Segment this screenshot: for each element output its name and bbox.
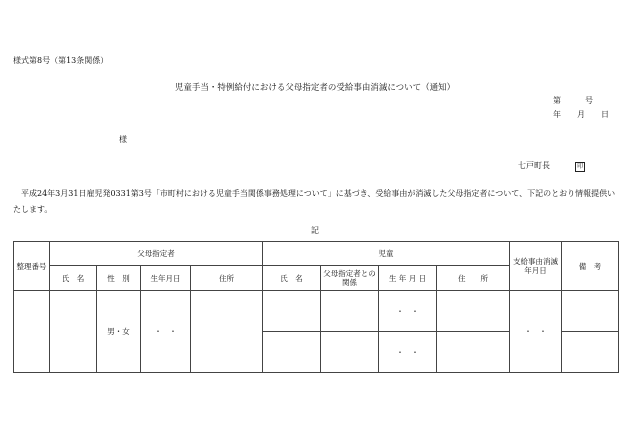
cell-biko-2 — [562, 332, 619, 373]
cell-parent-address — [191, 291, 263, 373]
sender-block — [518, 162, 585, 172]
cell-child-name-2 — [263, 332, 321, 373]
sub-parent-name: 氏 名 — [50, 266, 97, 291]
sub-child-name: 氏 名 — [263, 266, 321, 291]
document-number-label: 第 号 — [553, 96, 593, 105]
group-child-header: 児童 — [263, 242, 510, 266]
cell-child-address-2 — [437, 332, 510, 373]
sub-relation: 父母指定者との関係 — [321, 266, 379, 291]
cell-seiri-value — [14, 291, 50, 373]
ki-heading: 記 — [311, 226, 319, 235]
col-shokyaku-date: 支給事由消滅年月日 — [510, 242, 562, 291]
cell-relation-2 — [321, 332, 379, 373]
cell-parent-name — [50, 291, 97, 373]
body-paragraph: 平成24年3月31日雇児発0331第3号「市町村における児童手当関係事務処理について」に基づき、受給事由が消滅した父母指定者について、下記のとおり情報提供いたします。 — [13, 189, 616, 214]
cell-child-birth-1: ・ ・ — [379, 291, 437, 332]
sub-gender: 性 別 — [97, 266, 141, 291]
cell-child-address-1 — [437, 291, 510, 332]
cell-child-name-1 — [263, 291, 321, 332]
addressee-suffix: 様 — [119, 135, 127, 144]
date-label: 年 月 日 — [553, 110, 609, 119]
col-seiri-bango: 整理番号 — [14, 242, 50, 291]
cell-child-birth-2: ・ ・ — [379, 332, 437, 373]
sub-child-address: 住 所 — [437, 266, 510, 291]
info-table — [13, 241, 619, 373]
col-biko: 備 考 — [562, 242, 619, 291]
group-parent-header: 父母指定者 — [50, 242, 263, 266]
document-title: 児童手当・特例給付における父母指定者の受給事由消滅について（通知） — [174, 83, 456, 93]
sub-parent-birth: 生年月日 — [141, 266, 191, 291]
cell-gender-value: 男・女 — [97, 291, 141, 373]
cell-biko-1 — [562, 291, 619, 332]
cell-relation-1 — [321, 291, 379, 332]
sub-parent-address: 住所 — [191, 266, 263, 291]
cell-shokyaku-date: ・ ・ — [510, 291, 562, 373]
sender-name: 七戸町長 — [518, 161, 550, 170]
sub-child-birth: 生 年 月 日 — [379, 266, 437, 291]
form-number: 様式第8号（第13条関係） — [13, 56, 109, 65]
cell-parent-birth: ・ ・ — [141, 291, 191, 373]
seal-icon: 印 — [577, 163, 584, 170]
